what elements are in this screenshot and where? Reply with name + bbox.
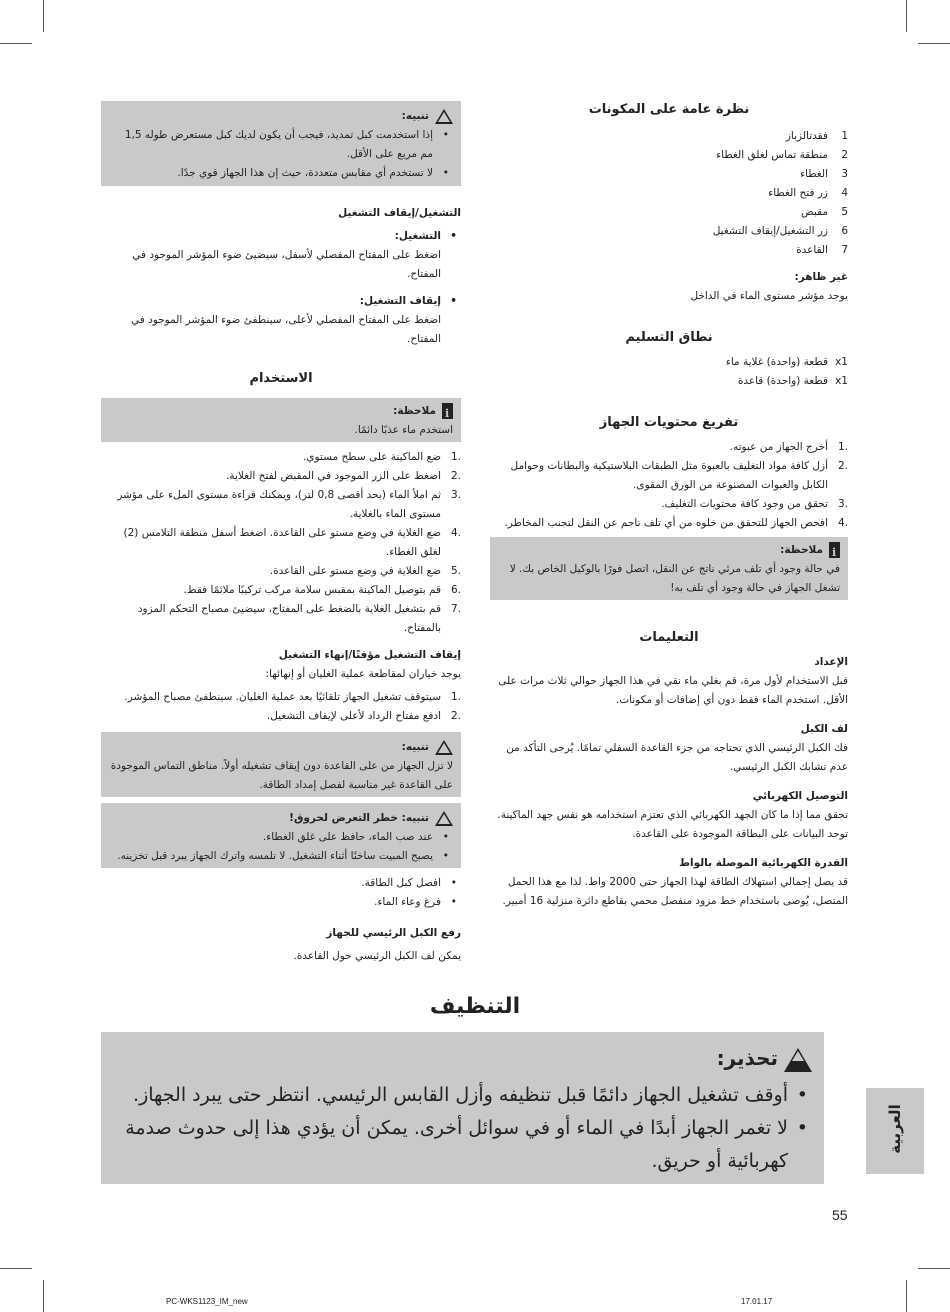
- usage-step: [101, 467, 461, 486]
- crop-mark: [0, 43, 32, 44]
- stop-steps: [101, 688, 461, 726]
- components-list: [490, 127, 848, 260]
- component-item: [490, 203, 848, 222]
- burn-box: [101, 803, 461, 868]
- off-text: اضغط على المفتاح المفصلي لأعلى، سينطفئ ضوء المؤشر الموجود في المفتاح.: [130, 314, 441, 345]
- usage-title: الاستخدام: [249, 371, 313, 386]
- usage-step: [101, 524, 461, 562]
- warning-icon: [435, 811, 453, 826]
- overview-title: نظرة عامة على المكونات: [588, 102, 750, 117]
- caution2-label: تنبيه:: [401, 741, 429, 753]
- scope-item-number: x1: [835, 375, 848, 387]
- usage-step-text: ضع الغلاية في وضع مستو على القاعدة. اضغط أسفل منطقة التلامس (2) لغلق الغطاء.: [123, 527, 441, 558]
- note-text: في حالة وجود أي تلف مرئي ناتج عن النقل، اتصل فورًا بالوكيل الخاص بك. لا تشغل الجهاز في حالة وجود أي تلف به!: [509, 563, 840, 594]
- note-label: ملاحظة:: [780, 544, 823, 556]
- usage-steps: [101, 448, 461, 638]
- right-column: [490, 100, 848, 911]
- info-icon: [829, 542, 840, 558]
- component-item: [490, 146, 848, 165]
- unpack-step: [490, 438, 848, 457]
- usage-step-number: .4: [450, 527, 461, 539]
- cleaning-title: التنظيف: [429, 994, 521, 1019]
- stop-step-number: .1: [450, 691, 461, 703]
- cleaning-item: • لا تغمر الجهاز أبدًا في الماء أو في سوائل أخرى. يمكن أن يؤدي هذا إلى حدوث صدمة كهربائية أو حريق.: [113, 1112, 812, 1178]
- stop-step: [101, 707, 461, 726]
- onoff-title: التشغيل/إيقاف التشغيل: [338, 207, 461, 219]
- crop-mark: [918, 1268, 950, 1269]
- usage-step-text: ضع الغلاية في وضع مستو على القاعدة.: [269, 565, 441, 577]
- crop-mark: [0, 1268, 32, 1269]
- cord-title: لف الكبل: [800, 723, 848, 735]
- winding-text: يمكن لف الكبل الرئيسي حول القاعدة.: [293, 950, 461, 962]
- stop-step-text: سيتوقف تشغيل الجهاز تلقائيًا بعد عملية الغليان. سينطفئ مصباح المؤشر.: [124, 691, 441, 703]
- component-item: [490, 127, 848, 146]
- cleaning-warning-box: [101, 1032, 824, 1184]
- crop-mark: [906, 0, 907, 32]
- burn-item: • يصبح المبيت ساخنًا أثناء التشغيل. لا تلمسه واترك الجهاز يبرد قبل تخزينه.: [109, 847, 453, 866]
- usage-step-text: اضغط على الزر الموجود في المقبض لفتح الغلاية.: [226, 470, 441, 482]
- unpack-step-text: أزل كافة مواد التغليف بالعبوة مثل الطبقات البلاستيكية والبطانات وحوامل الكابل والعبوات المصنوعة من الورق المقوى.: [510, 460, 828, 491]
- usage-step-text: قم بتوصيل الماكينة بمقبس سلامة مركب تركيبًا ملائمًا فقط.: [183, 584, 441, 596]
- usage-step: [101, 562, 461, 581]
- scope-list: [490, 353, 848, 391]
- component-item-text: زر التشغيل/إيقاف التشغيل: [712, 225, 828, 237]
- component-item: [490, 241, 848, 260]
- footer-right: 17.01.17: [741, 1297, 773, 1306]
- usage-step: [101, 486, 461, 524]
- not-shown-text: يوجد مؤشر مستوى الماء في الداخل: [690, 290, 848, 302]
- caution2-box: [101, 732, 461, 797]
- component-item: [490, 184, 848, 203]
- component-item-number: 5: [841, 206, 848, 218]
- unpack-step-number: .4: [837, 517, 848, 529]
- scope-item-text: قطعة (واحدة) غلاية ماء: [725, 356, 828, 368]
- not-shown-title: غير ظاهر:: [794, 271, 848, 283]
- scope-title: نطاق التسليم: [625, 330, 713, 345]
- instructions-title: التعليمات: [639, 630, 699, 645]
- info-icon: [442, 403, 453, 419]
- usage-note-label: ملاحظة:: [393, 405, 436, 417]
- usage-step-number: .1: [450, 451, 461, 463]
- unpack-step-number: .1: [837, 441, 848, 453]
- unpack-title: تفريغ محتويات الجهاز: [599, 415, 739, 430]
- footer-left: PC-WKS1123_IM_new: [166, 1297, 248, 1306]
- unpack-step: [490, 457, 848, 495]
- unpack-step-text: تحقق من وجود كافة محتويات التغليف.: [661, 498, 828, 510]
- usage-step-number: .6: [450, 584, 461, 596]
- unpack-step: [490, 514, 848, 533]
- usage-note-box: [101, 398, 461, 442]
- caution-box: [101, 101, 461, 186]
- burn-label: تنبيه: خطر التعرض لحروق!: [289, 812, 429, 824]
- stop-step: [101, 688, 461, 707]
- usage-step-number: .3: [450, 489, 461, 501]
- component-item-text: منطقة تماس لغلق الغطاء: [716, 149, 828, 161]
- usage-step: [101, 448, 461, 467]
- cord-text: فك الكبل الرئيسي الذي تحتاجه من جزء القاعدة السفلي تمامًا. يُرجى التأكد من عدم تشابك الكبل الرئيسي.: [506, 742, 848, 773]
- usage-step-text: قم بتشغيل الغلاية بالضغط على المفتاح، سيضيئ مصباح التحكم المزود بالمفتاح.: [137, 603, 441, 634]
- electrical-text: تحقق مما إذا ما كان الجهد الكهربائي الذي تعتزم استخدامه هو نفس جهد الماكينة. توجد البيانات على البطاقة الموجودة على القاعدة.: [497, 809, 848, 840]
- component-item-number: 7: [841, 244, 848, 256]
- component-item-text: القاعدة: [796, 244, 828, 256]
- component-item-number: 4: [841, 187, 848, 199]
- scope-item: [490, 353, 848, 372]
- unpack-step-number: .2: [837, 460, 848, 472]
- usage-note-text: استخدم ماء عذبًا دائمًا.: [354, 424, 453, 436]
- note-box: [490, 537, 848, 600]
- crop-mark: [43, 0, 44, 32]
- caution-item: • إذا استخدمت كبل تمديد، فيجب أن يكون لديك كبل مستعرض طوله 1,5 مم مربع على الأقل.: [109, 126, 453, 164]
- caution2-text: لا تزل الجهاز من على القاعدة دون إيقاف تشغيله أولاً. مناطق التماس الموجودة على القاعدة غير مناسبة لفصل إمداد الطاقة.: [110, 760, 453, 791]
- warning-icon: [435, 109, 453, 124]
- off-label: • إيقاف التشغيل:: [101, 292, 461, 311]
- usage-step-number: .5: [450, 565, 461, 577]
- unpack-list: [490, 438, 848, 533]
- caution-label: تنبيه:: [401, 110, 429, 122]
- warning-icon: [784, 1048, 812, 1072]
- prep-title: الإعداد: [814, 656, 848, 668]
- component-item-number: 1: [841, 130, 848, 142]
- crop-mark: [43, 1280, 44, 1312]
- scope-item-number: x1: [835, 356, 848, 368]
- caution-item: • لا تستخدم أي مقابس متعددة، حيث إن هذا الجهاز قوي جدًا.: [109, 164, 453, 183]
- burn-item: • عند صب الماء، حافظ على غلق الغطاء.: [109, 828, 453, 847]
- component-item-number: 2: [841, 149, 848, 161]
- unpack-step-number: .3: [837, 498, 848, 510]
- component-item: [490, 165, 848, 184]
- component-item-text: مقبض: [801, 206, 828, 218]
- component-item-text: فقدتالزباز: [785, 130, 828, 142]
- component-item: [490, 222, 848, 241]
- usage-step-text: ثم املأ الماء (بحد أقصى 0,8 لتر)، ويمكنك قراءة مستوى الملء على مؤشر مستوى الماء بالغلاية.: [117, 489, 441, 520]
- component-item-text: الغطاء: [800, 168, 828, 180]
- power-text: قد يصل إجمالي استهلاك الطاقة لهذا الجهاز حتى 2000 واط. لذا مع هذا الحمل المتصل، يُوصى باستخدام خط مزود منفصل محمي بقاطع دائرة منزلية 16 أمبير.: [502, 876, 848, 907]
- on-text: اضغط على المفتاح المفصلي لأسفل، سيضيئ ضوء المؤشر الموجود في المفتاح.: [132, 249, 441, 280]
- warning-icon: [435, 740, 453, 755]
- usage-step: [101, 600, 461, 638]
- usage-step: [101, 581, 461, 600]
- usage-step-text: ضع الماكينة على سطح مستوي.: [302, 451, 441, 463]
- component-item-number: 6: [841, 225, 848, 237]
- language-tab-label: العربية: [886, 1104, 904, 1154]
- usage-step-number: .7: [450, 603, 461, 615]
- language-side-tab: [866, 1088, 924, 1174]
- unpack-step: [490, 495, 848, 514]
- unpack-step-text: افحص الجهاز للتحقق من خلوه من أي تلف ناجم عن النقل لتجنب المخاطر.: [504, 517, 828, 529]
- on-label: • التشغيل:: [101, 227, 461, 246]
- usage-step-number: .2: [450, 470, 461, 482]
- winding-title: رفع الكبل الرئيسي للجهاز: [326, 927, 461, 939]
- crop-mark: [918, 43, 950, 44]
- after-item: • فرغ وعاء الماء.: [101, 893, 461, 912]
- electrical-title: التوصيل الكهربائي: [752, 790, 848, 802]
- stop-intro: يوجد خياران لمقاطعة عملية الغليان أو إنهائها:: [265, 668, 461, 680]
- component-item-number: 3: [841, 168, 848, 180]
- component-item-text: زر فتح الغطاء: [768, 187, 828, 199]
- left-column: [101, 101, 461, 966]
- page-number: 55: [832, 1207, 848, 1223]
- power-title: القدرة الكهربائية الموصلة بالواط: [679, 857, 848, 869]
- cleaning-warning-label: تحذير:: [716, 1046, 778, 1070]
- stop-step-number: .2: [450, 710, 461, 722]
- scope-item-text: قطعة (واحدة) قاعدة: [737, 375, 828, 387]
- stop-title: إيقاف التشغيل مؤقتًا/إنهاء التشغيل: [278, 649, 461, 661]
- stop-step-text: ادفع مفتاح الرداد لأعلى لإيقاف التشغيل.: [266, 710, 441, 722]
- after-item: • افصل كبل الطاقة.: [101, 874, 461, 893]
- crop-mark: [906, 1280, 907, 1312]
- prep-text: قبل الاستخدام لأول مرة، قم بغلي ماء نقي في هذا الجهاز حوالي ثلاث مرات على الأقل. استخدم الماء فقط دون أي إضافات أو مكونات.: [498, 675, 848, 706]
- scope-item: [490, 372, 848, 391]
- unpack-step-text: أخرج الجهاز من عبوته.: [729, 441, 828, 453]
- cleaning-item: • أوقف تشغيل الجهاز دائمًا قبل تنظيفه وأزل القابس الرئيسي. انتظر حتى يبرد الجهاز.: [113, 1079, 812, 1112]
